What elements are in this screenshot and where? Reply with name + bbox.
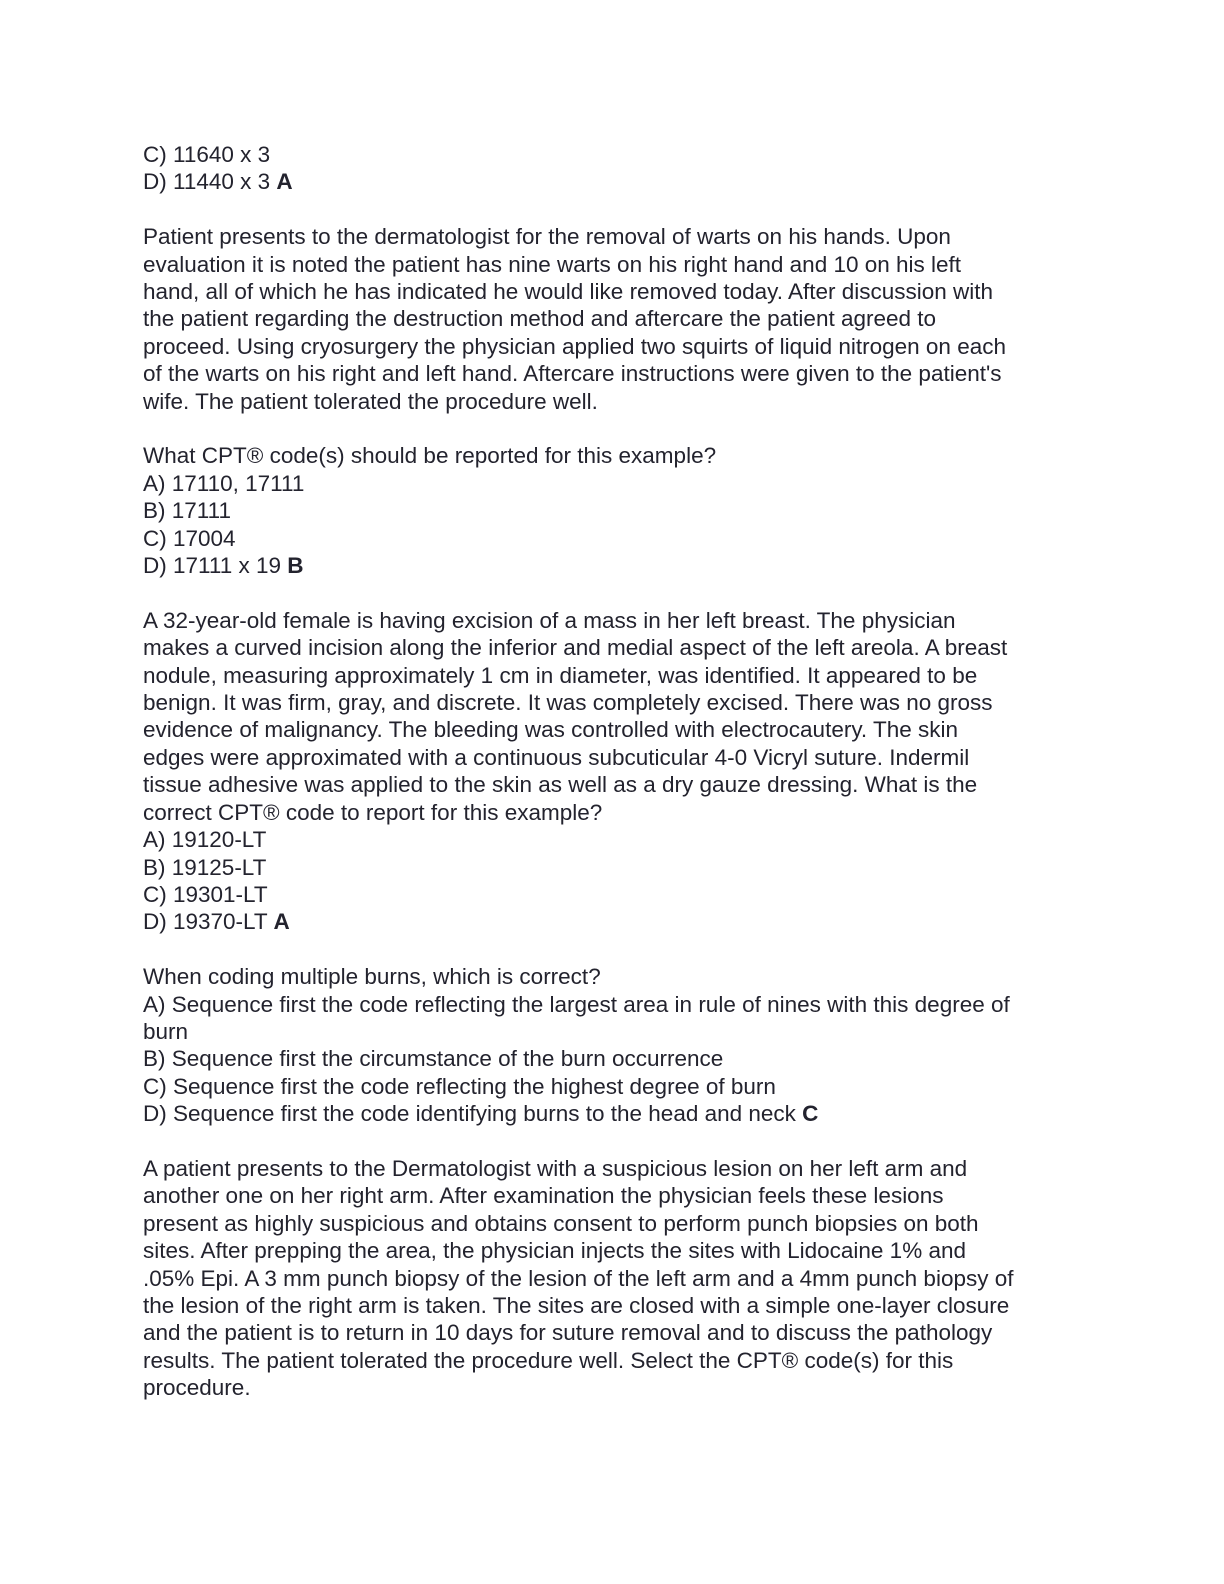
question-punch-biopsy: [143, 1155, 1078, 1402]
stem-line: A 32-year-old female is having excision of a mass in her left breast. The physician: [143, 607, 956, 633]
stem-line: evidence of malignancy. The bleeding was controlled with electrocautery. The skin: [143, 717, 959, 743]
option-line: C) 17004: [143, 525, 236, 551]
stem-line: edges were approximated with a continuous subcuticular 4-0 Vicryl suture. Indermil: [143, 744, 970, 770]
continued-options: [143, 141, 1078, 196]
option-line: D) 17111 x 19 B: [143, 553, 304, 579]
stem-line: proceed. Using cryosurgery the physician applied two squirts of liquid nitrogen on each: [143, 333, 1006, 359]
stem-line: A patient presents to the Dermatologist with a suspicious lesion on her left arm and: [143, 1155, 968, 1181]
option-line: A) Sequence first the code reflecting the largest area in rule of nines with this degree of: [143, 991, 1010, 1017]
stem-line: the lesion of the right arm is taken. The sites are closed with a simple one-layer closure: [143, 1292, 1010, 1318]
stem-line: evaluation it is noted the patient has nine warts on his right hand and 10 on his left: [143, 251, 962, 277]
document-page: [143, 141, 1078, 1402]
option-line: D) 11440 x 3 A: [143, 169, 293, 195]
stem-line: benign. It was firm, gray, and discrete. It was completely excised. There was no gross: [143, 690, 993, 716]
stem-line: procedure.: [143, 1375, 251, 1401]
stem-line: tissue adhesive was applied to the skin as well as a dry gauze dressing. What is the: [143, 772, 978, 798]
option-line: burn: [143, 1018, 189, 1044]
stem-line: makes a curved incision along the inferior and medial aspect of the left areola. A breast: [143, 635, 1008, 661]
option-line: C) Sequence first the code reflecting the highest degree of burn: [143, 1073, 776, 1099]
stem-line: Patient presents to the dermatologist for the removal of warts on his hands. Upon: [143, 224, 951, 250]
option-line: A) 19120-LT: [143, 827, 267, 853]
option-line: D) 19370-LT A: [143, 909, 290, 935]
stem-line: correct CPT® code to report for this example?: [143, 799, 603, 825]
answer-key: B: [287, 553, 304, 579]
question-burns: [143, 963, 1078, 1127]
stem-line: hand, all of which he has indicated he would like removed today. After discussion with: [143, 279, 994, 305]
option-line: A) 17110, 17111: [143, 470, 305, 496]
stem-line: .05% Epi. A 3 mm punch biopsy of the lesion of the left arm and a 4mm punch biopsy of: [143, 1265, 1014, 1291]
option-line: C) 11640 x 3: [143, 142, 271, 167]
option-line: D) Sequence first the code identifying burns to the head and neck C: [143, 1101, 819, 1127]
option-line: B) 19125-LT: [143, 854, 267, 880]
question-text: What CPT® code(s) should be reported for this example?: [143, 443, 717, 469]
stem-line: and the patient is to return in 10 days for suture removal and to discuss the pathology: [143, 1320, 993, 1346]
stem-line: nodule, measuring approximately 1 cm in diameter, was identified. It appeared to be: [143, 662, 978, 688]
stem-line: another one on her right arm. After examination the physician feels these lesions: [143, 1183, 944, 1209]
stem-line: of the warts on his right and left hand. Aftercare instructions were given to the patient's: [143, 361, 1002, 387]
answer-key: C: [802, 1101, 819, 1127]
question-breast-excision: [143, 607, 1078, 936]
answer-key: A: [276, 169, 293, 195]
stem-line: present as highly suspicious and obtains consent to perform punch biopsies on both: [143, 1210, 979, 1236]
stem-line: wife. The patient tolerated the procedure well.: [143, 388, 598, 414]
stem-line: the patient regarding the destruction method and aftercare the patient agreed to: [143, 306, 937, 332]
answer-key: A: [273, 909, 290, 935]
option-line: B) 17111: [143, 498, 231, 524]
stem-line: results. The patient tolerated the procedure well. Select the CPT® code(s) for this: [143, 1347, 954, 1373]
stem-line: sites. After prepping the area, the physician injects the sites with Lidocaine 1% and: [143, 1238, 966, 1264]
option-line: C) 19301-LT: [143, 881, 268, 907]
option-line: B) Sequence first the circumstance of the burn occurrence: [143, 1046, 724, 1072]
question-text: When coding multiple burns, which is correct?: [143, 964, 601, 990]
question-warts: [143, 223, 1078, 579]
